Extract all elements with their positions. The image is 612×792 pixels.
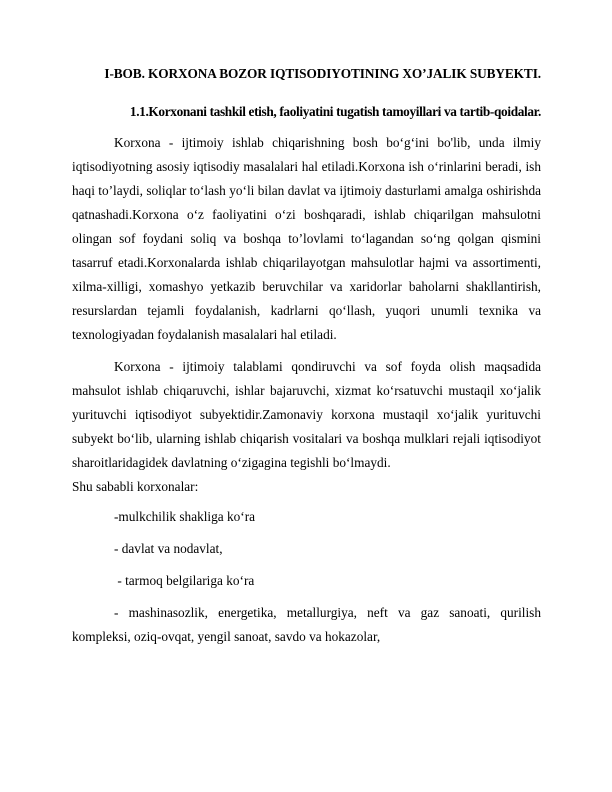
list-item-sector: - tarmoq belgilariga ko‘ra: [114, 573, 255, 588]
list-item-state: - davlat va nodavlat,: [114, 541, 223, 556]
paragraph-2: Korxona - ijtimoiy talablami qondiruvchi va sof foyda olish maqsadida mahsulot ishlab chiqaruvchi, ishlar bajaruvchi, xizmat ko‘rsatuvchi mustaqil xo‘jalik yurituvchi iqtisodiyot subyektidir.Zamonaviy korxona mustaqil xo‘jalik yurituvchi subyekt bo‘lib, ularning ishlab chiqarish vositalari va boshqa mulklari rejali iqtisodiyot sharoitlaridagidek davlatning o‘zigagina tegishli bo‘lmaydi.: [72, 359, 541, 470]
list-item-ownership: -mulkchilik shakliga ko‘ra: [114, 509, 256, 524]
chapter-title: I-BOB. KORXONA BOZOR IQTISODIYOTINING XO’JALIK SUBYEKTI.: [104, 66, 541, 81]
section-title: 1.1.Korxonani tashkil etish, faoliyatini tugatish tamoyillari va tartib-qoidalar.: [129, 104, 541, 119]
paragraph-industries: - mashinasozlik, energetika, metallurgiya, neft va gaz sanoati, qurilish kompleksi, oziq-ovqat, yengil sanoat, savdo va hokazolar,: [72, 605, 541, 644]
document-page: [72, 64, 541, 649]
intro-line: Shu sababli korxonalar:: [72, 479, 199, 494]
paragraph-1: Korxona - ijtimoiy ishlab chiqarishning bosh bo‘g‘ini bo'lib, unda ilmiy iqtisodiyotning asosiy iqtisodiy masalalari hal etiladi.Korxona ish o‘rinlarini beradi, ish haqi to’laydi, soliqlar to‘lash yo‘li bilan davlat va ijtimoiy dasturlami amalga oshirishda qatnashadi.Korxona o‘z faoliyatini o‘zi boshqaradi, ishlab chiqarilgan mahsulotni olingan sof foydani soliq va boshqa to’lovlami to‘lagandan so‘ng qolgan qismini tasarruf etadi.Korxonalarda ishlab chiqarilayotgan mahsulotlar hajmi va assortimenti, xilma-xilligi, xomashyo yetkazib beruvchilar va xaridorlar baholarni shakllantirish, resurslardan tejamli foydalanish, kadrlarni qo‘llash, yuqori unumli texnika va texnologiyadan foydalanish masalalari hal etiladi.: [72, 135, 541, 342]
